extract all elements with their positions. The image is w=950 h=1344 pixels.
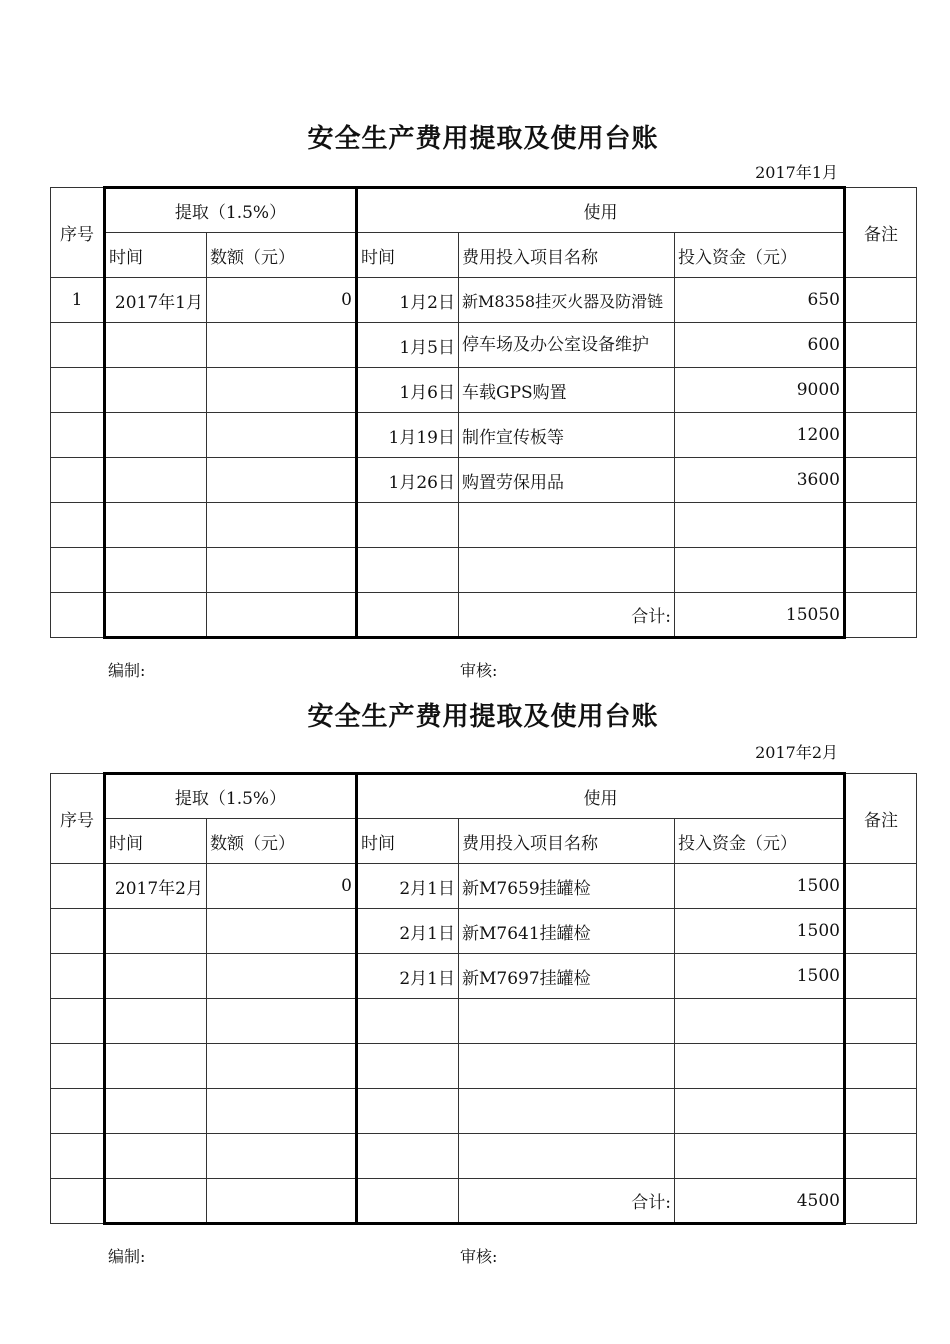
cell-use-amount: [675, 548, 845, 593]
cell-extract-time: [105, 1134, 207, 1179]
cell-seq: [51, 593, 105, 638]
cell-seq: [51, 909, 105, 954]
header-use-time: 时间: [357, 819, 459, 864]
table-row: [51, 909, 917, 954]
cell-extract-time: [105, 954, 207, 999]
cell-seq: 1: [51, 278, 105, 323]
header-row-sub: [51, 233, 917, 278]
cell-use-amount: 9000: [675, 368, 845, 413]
cell-use-amount: 1500: [675, 909, 845, 954]
cell-extract-amount: 0: [207, 278, 357, 323]
header-seq: 序号: [51, 774, 105, 864]
cell-use-item: 新M7697挂罐检: [459, 954, 675, 999]
header-use: 使用: [357, 188, 845, 233]
cell-use-item: 制作宣传板等: [459, 413, 675, 458]
cell-use-amount: [675, 503, 845, 548]
cell-seq: [51, 458, 105, 503]
header-extract-amount: 数额（元）: [207, 233, 357, 278]
header-use: 使用: [357, 774, 845, 819]
cell-use-item: [459, 548, 675, 593]
cell-seq: [51, 323, 105, 368]
footer-checked-by: 审核:: [460, 1247, 498, 1266]
table-row: [51, 458, 917, 503]
page-title: 安全生产费用提取及使用台账: [307, 702, 659, 732]
table-row: [51, 954, 917, 999]
header-extract-time: 时间: [105, 819, 207, 864]
total-row: [51, 1179, 917, 1224]
cell-seq: [51, 1044, 105, 1089]
cell-extract-amount: [207, 368, 357, 413]
header-use-amount: 投入资金（元）: [675, 819, 845, 864]
footer-checked-by: 审核:: [460, 661, 498, 680]
period-label: 2017年2月: [755, 743, 838, 762]
cell-seq: [51, 368, 105, 413]
cell-seq: [51, 413, 105, 458]
cell-remark: [845, 458, 917, 503]
cell-use-item: [459, 503, 675, 548]
cell-extract-amount: [207, 1044, 357, 1089]
cell-remark: [845, 503, 917, 548]
cell-remark: [845, 413, 917, 458]
cell-remark: [845, 278, 917, 323]
total-value: 15050: [675, 593, 845, 638]
header-row-sub: [51, 819, 917, 864]
cell-use-time: [357, 503, 459, 548]
cell-use-time: [357, 1089, 459, 1134]
cell-use-amount: 1500: [675, 864, 845, 909]
table-row: [51, 1089, 917, 1134]
cell-seq: [51, 548, 105, 593]
cell-use-time: 2月1日: [357, 909, 459, 954]
cell-extract-time: [105, 413, 207, 458]
header-extract: 提取（1.5%）: [105, 188, 357, 233]
cell-extract-amount: [207, 909, 357, 954]
header-use-item: 费用投入项目名称: [459, 233, 675, 278]
table-row: [51, 548, 917, 593]
cell-use-item: 新M8358挂灭火器及防滑链: [459, 278, 675, 323]
cell-seq: [51, 999, 105, 1044]
header-remark: 备注: [845, 774, 917, 864]
cell-remark: [845, 1089, 917, 1134]
cell-use-time: [357, 593, 459, 638]
header-use-amount: 投入资金（元）: [675, 233, 845, 278]
cell-use-time: [357, 1134, 459, 1179]
cell-use-amount: 1200: [675, 413, 845, 458]
table-row: [51, 1134, 917, 1179]
cell-seq: [51, 1134, 105, 1179]
cell-extract-amount: [207, 954, 357, 999]
table-row: [51, 1044, 917, 1089]
cell-extract-time: [105, 999, 207, 1044]
cell-extract-time: [105, 323, 207, 368]
cell-seq: [51, 864, 105, 909]
cell-extract-amount: [207, 548, 357, 593]
cell-use-item: [459, 1089, 675, 1134]
cell-extract-time: 2017年2月: [105, 864, 207, 909]
header-use-item: 费用投入项目名称: [459, 819, 675, 864]
cell-extract-amount: [207, 999, 357, 1044]
table-row: [51, 368, 917, 413]
cell-use-amount: [675, 1134, 845, 1179]
cell-extract-time: 2017年1月: [105, 278, 207, 323]
table-row: [51, 413, 917, 458]
cell-use-amount: 600: [675, 323, 845, 368]
ledger-table: [50, 186, 917, 639]
cell-seq: [51, 954, 105, 999]
cell-remark: [845, 548, 917, 593]
cell-use-time: [357, 548, 459, 593]
cell-extract-amount: [207, 323, 357, 368]
cell-extract-amount: [207, 413, 357, 458]
header-extract-time: 时间: [105, 233, 207, 278]
cell-seq: [51, 1179, 105, 1224]
footer-made-by: 编制:: [108, 661, 146, 680]
cell-extract-amount: [207, 593, 357, 638]
cell-extract-time: [105, 1179, 207, 1224]
cell-use-item: 新M7641挂罐检: [459, 909, 675, 954]
cell-use-amount: 650: [675, 278, 845, 323]
cell-use-item: 新M7659挂罐检: [459, 864, 675, 909]
cell-extract-time: [105, 503, 207, 548]
cell-use-amount: [675, 999, 845, 1044]
cell-seq: [51, 503, 105, 548]
cell-extract-time: [105, 909, 207, 954]
cell-use-item: 停车场及办公室设备维护: [459, 323, 675, 368]
cell-remark: [845, 323, 917, 368]
cell-use-item: 车载GPS购置: [459, 368, 675, 413]
cell-seq: [51, 1089, 105, 1134]
cell-use-time: [357, 1044, 459, 1089]
header-extract: 提取（1.5%）: [105, 774, 357, 819]
cell-extract-amount: [207, 503, 357, 548]
cell-use-time: [357, 1179, 459, 1224]
cell-extract-time: [105, 593, 207, 638]
cell-remark: [845, 999, 917, 1044]
cell-use-time: 2月1日: [357, 864, 459, 909]
cell-use-item: [459, 1134, 675, 1179]
cell-use-time: 1月5日: [357, 323, 459, 368]
table-row: [51, 323, 917, 368]
cell-extract-amount: [207, 1134, 357, 1179]
cell-remark: [845, 1134, 917, 1179]
total-label: 合计:: [459, 1179, 675, 1224]
cell-extract-time: [105, 1044, 207, 1089]
header-row-top: [51, 188, 917, 233]
header-row-top: [51, 774, 917, 819]
cell-remark: [845, 954, 917, 999]
cell-use-item: 购置劳保用品: [459, 458, 675, 503]
cell-use-amount: 1500: [675, 954, 845, 999]
cell-use-item: [459, 1044, 675, 1089]
cell-use-time: 1月6日: [357, 368, 459, 413]
cell-remark: [845, 1044, 917, 1089]
table-row: [51, 503, 917, 548]
footer-made-by: 编制:: [108, 1247, 146, 1266]
cell-use-time: 1月19日: [357, 413, 459, 458]
cell-extract-time: [105, 368, 207, 413]
page-title: 安全生产费用提取及使用台账: [307, 124, 659, 154]
cell-extract-time: [105, 1089, 207, 1134]
cell-remark: [845, 909, 917, 954]
cell-extract-amount: [207, 458, 357, 503]
cell-remark: [845, 593, 917, 638]
table-row: [51, 864, 917, 909]
header-use-time: 时间: [357, 233, 459, 278]
cell-use-time: [357, 999, 459, 1044]
header-remark: 备注: [845, 188, 917, 278]
cell-use-time: 1月26日: [357, 458, 459, 503]
table-row: [51, 278, 917, 323]
cell-use-item: [459, 999, 675, 1044]
header-seq: 序号: [51, 188, 105, 278]
table-row: [51, 999, 917, 1044]
cell-use-amount: [675, 1089, 845, 1134]
cell-extract-amount: [207, 1089, 357, 1134]
cell-extract-amount: [207, 1179, 357, 1224]
cell-use-amount: [675, 1044, 845, 1089]
total-row: [51, 593, 917, 638]
cell-use-time: 1月2日: [357, 278, 459, 323]
cell-use-time: 2月1日: [357, 954, 459, 999]
total-value: 4500: [675, 1179, 845, 1224]
cell-extract-time: [105, 548, 207, 593]
cell-extract-time: [105, 458, 207, 503]
cell-remark: [845, 864, 917, 909]
header-extract-amount: 数额（元）: [207, 819, 357, 864]
cell-extract-amount: 0: [207, 864, 357, 909]
period-label: 2017年1月: [755, 163, 838, 182]
cell-remark: [845, 368, 917, 413]
total-label: 合计:: [459, 593, 675, 638]
ledger-table: [50, 772, 917, 1225]
cell-use-amount: 3600: [675, 458, 845, 503]
cell-remark: [845, 1179, 917, 1224]
